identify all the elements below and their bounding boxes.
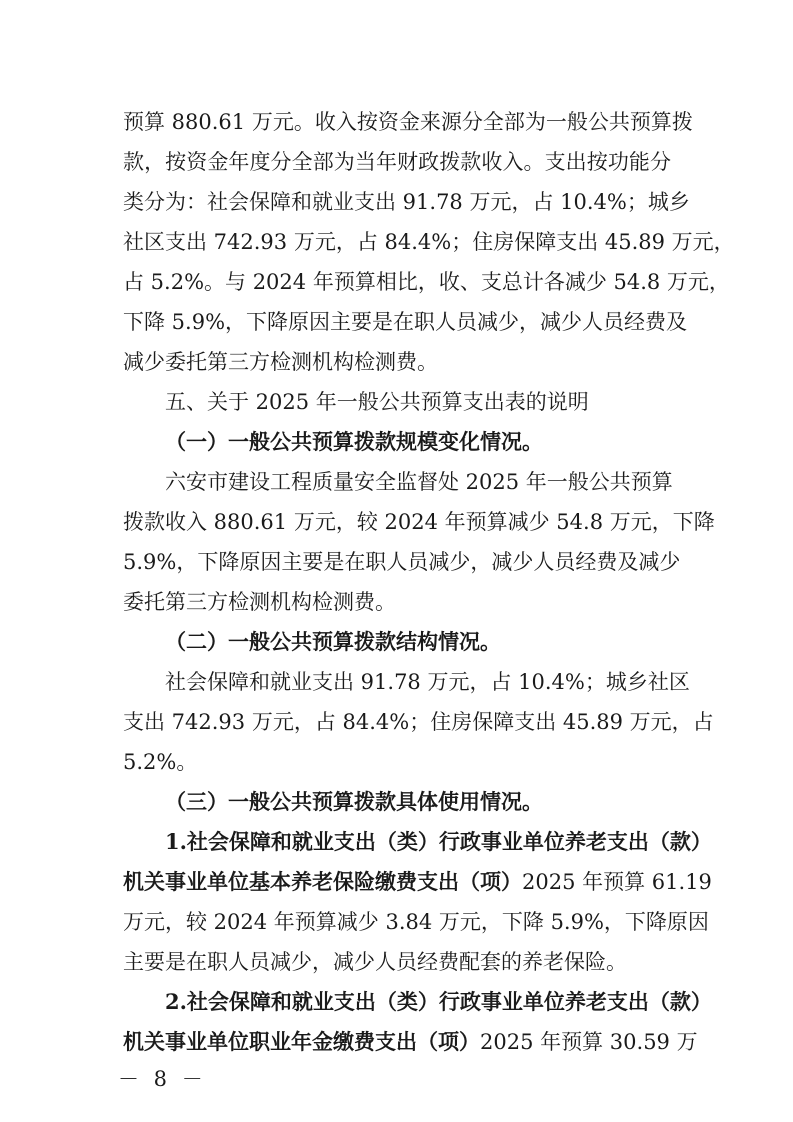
page-number: － 8 － [118,1067,207,1091]
paragraph-line: 万元，较 2024 年预算减少 3.84 万元，下降 5.9%，下降原因 [123,910,709,934]
budget-amount: 2025 年预算 61.19 [522,870,712,894]
paragraph-line: 六安市建设工程质量安全监督处 2025 年一般公共预算 [165,470,673,494]
section-heading: 五、关于 2025 年一般公共预算支出表的说明 [165,390,589,414]
paragraph-line: 类分为：社会保障和就业支出 91.78 万元，占 10.4%；城乡 [123,190,690,214]
item-heading: 1.社会保障和就业支出（类）行政事业单位养老支出（款） [165,829,712,854]
item-heading: 2.社会保障和就业支出（类）行政事业单位养老支出（款） [165,989,712,1014]
paragraph-line: 占 5.2%。与 2024 年预算相比，收、支总计各减少 54.8 万元， [123,270,730,294]
subsection-heading: （一）一般公共预算拨款规模变化情况。 [165,429,543,454]
paragraph-line: 5.2%。 [123,750,198,774]
paragraph-line: 预算 880.61 万元。收入按资金来源分全部为一般公共预算拨 [123,110,693,134]
paragraph-line: 社会保障和就业支出 91.78 万元，占 10.4%；城乡社区 [165,670,690,694]
item-heading-continued: 机关事业单位职业年金缴费支出（项） [123,1029,480,1054]
paragraph-line: 支出 742.93 万元，占 84.4%；住房保障支出 45.89 万元，占 [123,710,714,734]
budget-amount: 2025 年预算 30.59 万 [480,1030,698,1054]
paragraph-line: 拨款收入 880.61 万元，较 2024 年预算减少 54.8 万元，下降 [123,510,715,534]
item-heading-continued: 机关事业单位基本养老保险缴费支出（项） [123,869,522,894]
paragraph-line: 社区支出 742.93 万元，占 84.4%；住房保障支出 45.89 万元， [123,230,735,254]
subsection-heading: （三）一般公共预算拨款具体使用情况。 [165,789,543,814]
paragraph-line [123,1027,698,1057]
paragraph-line: 下降 5.9%，下降原因主要是在职人员减少，减少人员经费及 [123,310,688,334]
paragraph-line: 款，按资金年度分全部为当年财政拨款收入。支出按功能分 [123,150,671,174]
paragraph-line [123,867,712,897]
paragraph-line: 主要是在职人员减少，减少人员经费配套的养老保险。 [123,950,627,974]
paragraph-line: 委托第三方检测机构检测费。 [123,590,396,614]
paragraph-line: 减少委托第三方检测机构检测费。 [123,350,438,374]
paragraph-line: 5.9%，下降原因主要是在职人员减少，减少人员经费及减少 [123,550,681,574]
subsection-heading: （二）一般公共预算拨款结构情况。 [165,629,501,654]
